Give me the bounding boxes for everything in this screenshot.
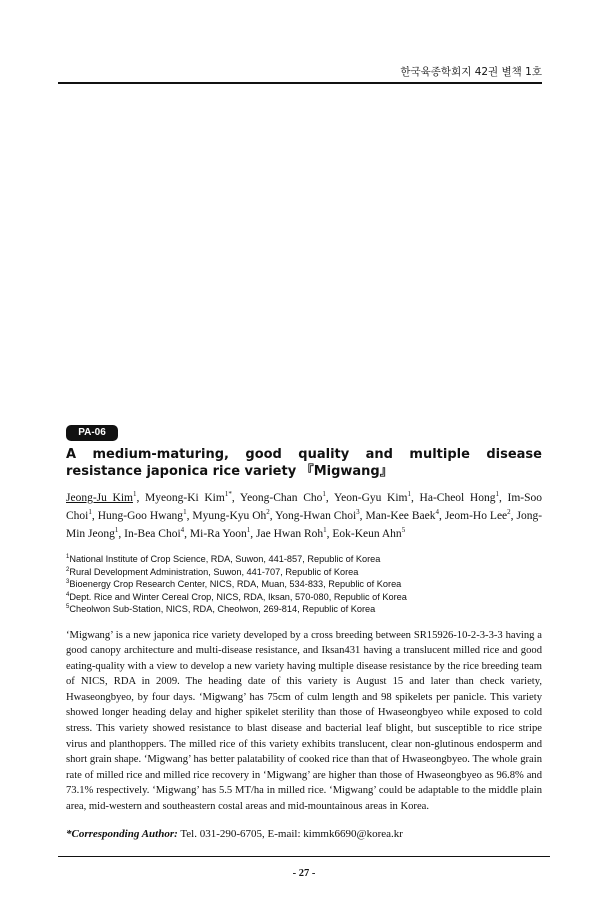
author-affiliation-mark: 1 (183, 508, 187, 517)
affiliation-number: 4 (66, 591, 70, 598)
author-name: Myeong-Ki Kim (145, 492, 225, 504)
author (98, 510, 187, 522)
author (145, 492, 232, 504)
author (445, 510, 511, 522)
paper-title: A medium-maturing, good quality and multiple disease resistance japonica rice variety 『Migwang』 (66, 447, 542, 479)
corresponding-contact: Tel. 031-290-6705, E-mail: kimmk6690@korea.kr (177, 827, 403, 840)
author-affiliation-mark: 1 (322, 490, 326, 499)
affiliation (66, 553, 542, 566)
author-name: Jae Hwan Roh (256, 528, 324, 540)
author-affiliation-mark: 2 (507, 508, 511, 517)
author-affiliation-mark: 1 (133, 490, 137, 499)
affiliation (66, 578, 542, 591)
affiliation-text: Dept. Rice and Winter Cereal Crop, NICS, RDA, Iksan, 570-080, Republic of Korea (69, 591, 407, 602)
author-affiliation-mark: 1* (224, 490, 232, 499)
author-affiliation-mark: 4 (180, 526, 185, 535)
author-name: In-Bea Choi (124, 528, 181, 540)
affiliations (66, 553, 542, 616)
author (66, 492, 137, 504)
author-name: Jong-Min Jeong (66, 510, 543, 540)
affiliation-text: Bioenergy Crop Research Center, NICS, RDA, Muan, 534-833, Republic of Korea (69, 579, 402, 589)
affiliation-text: Rural Development Administration, Suwon, 441-707, Republic of Korea (69, 566, 359, 577)
abstract-block (66, 425, 542, 897)
author-name: Yeon-Gyu Kim (333, 492, 408, 504)
affiliation-number: 2 (66, 566, 70, 573)
author-list: Jeong-Ju Kim$^1$, Myeong-Ki Kim$^{1*}$, Yeong-Chan Cho$^1$, Yeon-Gyu Kim$^1$, Ha-Cheol Hong$^1$, Im-Soo Choi$^1$, Hung-Goo Hwang$^1$, Myung-Kyu Oh$^2$, Yong-Hwan Choi$^3$, Man-Kee Baek$^4$, Jeom-Ho Lee$^2$, Jong-Min Jeong$^1$, In-Bea Choi$^4$, Mi-Ra Yoon$^1$, Jae Hwan Roh$^1$, Eok-Keun Ahn$^5$ (66, 490, 543, 540)
author (420, 492, 499, 504)
author-name: Eok-Keun Ahn (332, 528, 402, 540)
header-rule (58, 82, 542, 84)
author-affiliation-mark: 1 (88, 508, 92, 517)
author-affiliation-mark: 5 (401, 526, 406, 535)
corresponding-label: *Corresponding Author: (66, 827, 178, 840)
author-name: Yeong-Chan Cho (239, 492, 323, 504)
author-name: Mi-Ra Yoon (189, 528, 247, 540)
author (275, 510, 360, 522)
affiliation-number: 1 (66, 553, 70, 560)
author (190, 528, 250, 540)
author-affiliation-mark: 1 (246, 526, 251, 535)
author-name: Jeom-Ho Lee (444, 510, 508, 522)
author (240, 492, 326, 504)
author-name: Ha-Cheol Hong (419, 492, 496, 504)
author (334, 492, 411, 504)
author-affiliation-mark: 1 (323, 526, 327, 535)
affiliation (66, 591, 542, 604)
author-name: Jeong-Ju Kim (66, 492, 133, 504)
affiliation-number: 3 (66, 578, 70, 585)
author-affiliation-mark: 2 (266, 508, 270, 517)
footer-rule (58, 856, 550, 857)
author (365, 510, 439, 522)
author-name: Im-Soo Choi (66, 492, 543, 522)
author-affiliation-mark: 1 (407, 490, 411, 499)
author-name: Hung-Goo Hwang (97, 510, 184, 522)
affiliation-number: 5 (66, 603, 70, 610)
author (256, 528, 327, 540)
affiliation (66, 566, 542, 579)
corresponding-author (66, 827, 542, 842)
author (332, 528, 405, 540)
author (124, 528, 184, 540)
author-name: Yong-Hwan Choi (275, 510, 357, 522)
affiliation-text: National Institute of Crop Science, RDA, Suwon, 441-857, Republic of Korea (69, 554, 381, 564)
journal-header: 한국육종학회지 42권 별책 1호 (400, 66, 542, 78)
author (192, 510, 269, 522)
abstract-text: ‘Migwang’ is a new japonica rice variety developed by a cross breeding between SR15926-10-2-3-3-3 having a good canopy architecture and multi-disease resistance, and Iksan431 having a translucent milled rice and good eating-quality with a view to develop a new variety having multiple disease resistance by the rice breeding team of NICS, RDA in 2009. The heading date of this variety is August 15 and later than check variety, Hwaseongbyeo, by four days. ‘Migwang’ has 75cm of culm length and 98 spikelets per panicle. This variety showed longer heading delay and higher spikelet sterility than those of Hwaseongbyeo while exposed to cold stress. This variety showed resistance to blast disease and bacterial leaf blight, but susceptible to rice stripe virus and planthoppers. The milled rice of this variety exhibits translucent, clear non-glutinous endosperm and short grain shape. ‘Migwang’ has better palatability of cooked rice than that of Hwaseongbyeo. The whole grain rate of milled rice and milled rice recovery in ‘Migwang’ are higher than those of Hwaseongbyeo as 96.8% and 73.1% respectively. ‘Migwang’ has 5.5 MT/ha in milled rice. ‘Migwang’ could be adaptable to the middle plain area, mid-western and southeastern costal areas and mid-mountainous areas in Korea. (66, 629, 542, 813)
author-affiliation-mark: 4 (435, 508, 439, 517)
author-name: Man-Kee Baek (365, 510, 436, 522)
page-number: - 27 - (292, 867, 316, 879)
author-affiliation-mark: 1 (495, 490, 499, 499)
affiliation (66, 603, 542, 616)
abstract-id-badge: PA-06 (66, 425, 118, 441)
author-name: Myung-Kyu Oh (192, 510, 267, 522)
author-affiliation-mark: 3 (356, 508, 360, 517)
author-affiliation-mark: 1 (114, 526, 119, 535)
affiliation-text: Cheolwon Sub-Station, NICS, RDA, Cheolwon, 269-814, Republic of Korea (69, 604, 376, 614)
